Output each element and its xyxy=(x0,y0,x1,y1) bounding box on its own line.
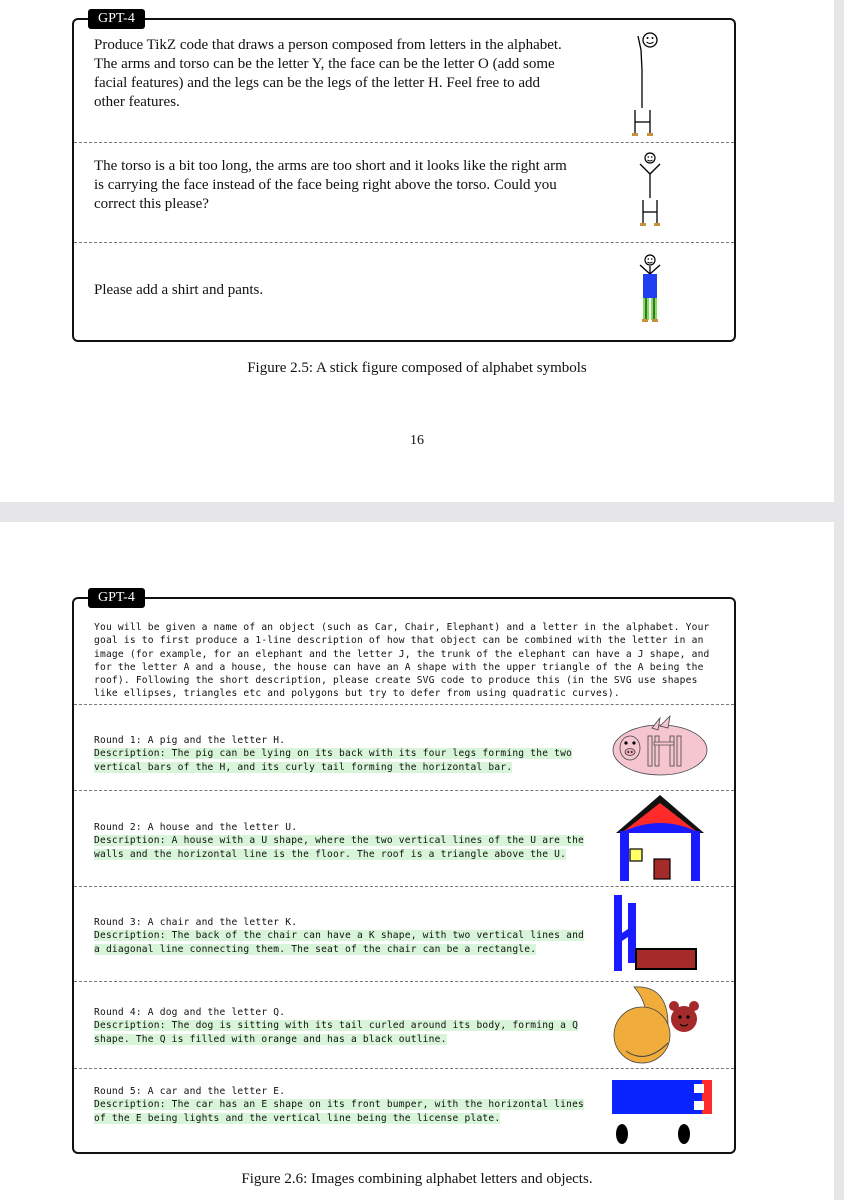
prompt-section-1 xyxy=(74,20,734,142)
gpt4-tag: GPT-4 xyxy=(88,9,145,29)
round-3 xyxy=(74,886,734,981)
figure-2-5-caption: Figure 2.5: A stick figure composed of alphabet symbols xyxy=(247,360,587,376)
round-4 xyxy=(74,981,734,1068)
prompt-text-2: The torso is a bit too long, the arms are too short and it looks like the right arm is carrying the face instead of the face being right above the torso. Could you correct this please? xyxy=(94,158,567,212)
stick-figure-v2 xyxy=(630,150,670,240)
page-number: 16 xyxy=(410,433,424,448)
round-5 xyxy=(74,1068,734,1154)
dog-q-image xyxy=(606,981,716,1067)
gpt4-tag: GPT-4 xyxy=(88,588,145,608)
round-1-description: Description: The pig can be lying on its back with its four legs forming the two vertical bars of the H, and its curly tail forming the horizontal bar. xyxy=(94,748,573,773)
prompt-section-3 xyxy=(74,242,734,342)
round-3-description: Description: The back of the chair can have a K shape, with two vertical lines and a diagonal line connecting them. The seat of the chair can be a rectangle. xyxy=(94,930,585,955)
figure-2-6-caption: Figure 2.6: Images combining alphabet letters and objects. xyxy=(241,1171,593,1187)
round-1 xyxy=(74,704,734,790)
round-4-description: Description: The dog is sitting with its tail curled around its body, forming a Q shape. The Q is filled with orange and has a black outline. xyxy=(94,1020,579,1045)
prompt-section-2 xyxy=(74,142,734,242)
chair-k-image xyxy=(610,889,710,979)
pig-h-image xyxy=(610,712,710,782)
round-3-title: Round 3: A chair and the letter K. xyxy=(94,917,298,928)
prompt-text-3: Please add a shirt and pants. xyxy=(94,282,264,298)
round-2-description: Description: A house with a U shape, where the two vertical lines of the U are the walls and the horizontal line is the floor. The roof is a triangle above the U. xyxy=(94,835,585,860)
round-2-title: Round 2: A house and the letter U. xyxy=(94,822,298,833)
stick-figure-v3 xyxy=(630,252,670,342)
instruction-text: You will be given a name of an object (such as Car, Chair, Elephant) and a letter in the alphabet. Your goal is to first produce a 1-line description of how that object can be combined with the letter in an image (for example, for an elephant and the letter J, the trunk of the elephant can have a J shape, and for the letter A and a house, the house can have an A shape with the upper triangle of the A being the roof). Following the short description, please create SVG code to produce this (in the SVG use shapes like ellipses, triangles etc and polygons but try to defer from using quadratic curves). xyxy=(94,622,710,700)
round-4-title: Round 4: A dog and the letter Q. xyxy=(94,1007,286,1018)
stick-figure-v1 xyxy=(630,28,670,138)
figure-2-6-box xyxy=(72,597,736,1154)
paper-page-17 xyxy=(0,522,834,1200)
round-5-description: Description: The car has an E shape on its front bumper, with the horizontal lines of the E being lights and the vertical line being the license plate. xyxy=(94,1099,585,1124)
prompt-text-1: Produce TikZ code that draws a person composed from letters in the alphabet. The arms and torso can be the letter Y, the face can be the letter O (add some facial features) and the legs can be the legs of the letter H. Feel free to add other features. xyxy=(94,37,562,110)
round-1-title: Round 1: A pig and the letter H. xyxy=(94,735,286,746)
round-2 xyxy=(74,790,734,886)
paper-page-16 xyxy=(0,0,834,502)
round-5-title: Round 5: A car and the letter E. xyxy=(94,1086,286,1097)
shirt-rect xyxy=(643,274,657,298)
car-e-image xyxy=(610,1072,720,1152)
house-u-image xyxy=(610,793,710,883)
figure-2-5-box xyxy=(72,18,736,342)
